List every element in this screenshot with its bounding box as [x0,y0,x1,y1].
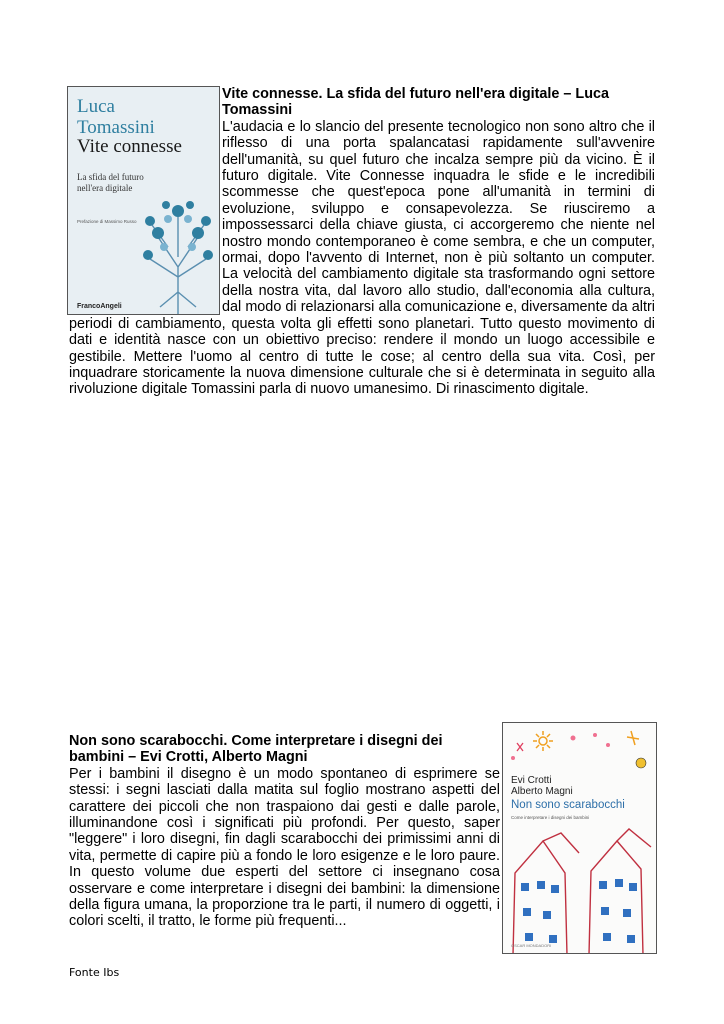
cover-publisher: OSCAR MONDADORI [511,943,552,948]
cover-title: Vite connesse [77,136,182,157]
child-drawing-illustration [503,723,657,954]
cover-author-2: Alberto Magni [511,786,573,797]
book-description: Per i bambini il disegno è un modo spontaneo di esprimere se stessi: i segni lasciati dalla matita sul foglio mostrano aspetti del carattere dei piccoli che non traspaiono dai gesti e dalle parole, illuminandone così i significati più profondi. Per questo, saper "leggere" i loro disegni, fin dagli scarabocchi dei primissimi anni di vita, permette di capire più a fondo le loro esigenze e le loro paure. In questo volume due esperti del settore ci insegnano cosa osservare e come interpretare i disegni dei bambini: la dimensione della figura umana, la proporzione tra le parti, il numero di oggetti, i colori scelti, il tratto, le forme più frequenti... [69,765,500,930]
cover-author-first: Luca [77,96,115,117]
book-title: Non sono scarabocchi. Come interpretare i disegni dei bambini – Evi Crotti, Alberto Magni [69,733,443,766]
book-description: L'audacia e lo slancio del presente tecnologico non sono altro che il riflesso di una porta spalancatasi rapidamente sull'avvenire dell'umanità, su quel futuro che incalza sempre più da vicino. È il futuro digitale. Vite Connesse inquadra le sfide e le incredibili scommesse che quest'epoca pone all'umanità in termini di evoluzione, sviluppo e consapevolezza. Se riusciremo a impossessarci della chiave giusta, ci accorgeremo che niente nel nostro mondo contemporaneo è come sembra, e che un computer, ormai, dopo l'avvento di Internet, non è più soltanto un computer. La velocità del cambiamento digitale sta trasformando ogni settore della nostra vita, dal lavoro allo studio, dall'economia alla cultura, dal modo di relazionarsi alla comunicazione e, diversamente da altri periodi di cambiamento, questa volta gli effetti sono planetari. Tutto questo movimento di dati e identità nasce con un obiettivo preciso: rendere il mondo un luogo accessibile e gestibile. Mettere l'uomo al centro di tutte le cose; al centro della sua vita. Così, per inquadrare storicamente la nuova dimensione culturale che si è determinata in seguito alla rivoluzione digitale Tomassini parla di nuovo umanesimo. Di rinascimento digitale. [69,118,655,398]
cover-author-1: Evi Crotti [511,775,552,786]
cover-title: Non sono scarabocchi [511,799,625,811]
cover-author-last: Tomassini [77,117,155,138]
cover-preface: Prefazione di Massimo Russo [77,219,137,224]
cover-author [77,96,155,138]
cover-publisher: FrancoAngeli [77,303,122,310]
cover-authors [511,775,573,797]
network-tree-illustration [138,197,218,315]
cover-subtitle: La sfida del futuro nell'era digitale [77,172,144,193]
book-cover-non-sono-scarabocchi [502,722,657,954]
book-title: Vite connesse. La sfida del futuro nell'era digitale – Luca Tomassini [222,86,610,119]
book-cover-vite-connesse [67,86,220,315]
book-entry-non-sono-scarabocchi [69,733,500,930]
cover-subtitle: Come interpretare i disegni dei bambini [511,815,590,820]
book-entry-vite-connesse [69,86,655,398]
source-note: Fonte Ibs [69,966,120,979]
